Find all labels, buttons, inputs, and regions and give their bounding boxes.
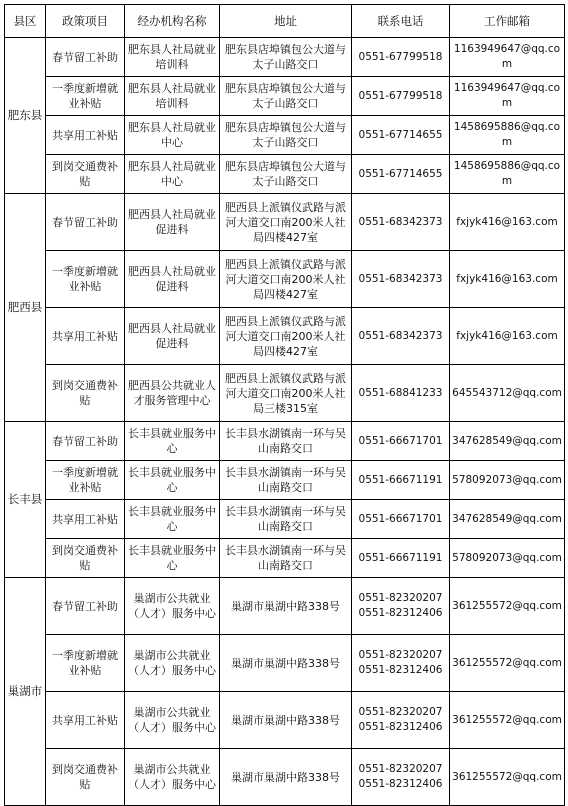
email-cell: fxjyk416@163.com <box>450 194 565 251</box>
address-cell: 巢湖市巢湖中路338号 <box>220 749 352 806</box>
policy-cell: 共享用工补贴 <box>46 308 125 365</box>
policy-cell: 共享用工补贴 <box>46 116 125 155</box>
phone-cell: 0551-82320207 0551-82312406 <box>352 635 450 692</box>
agency-cell: 长丰县就业服务中心 <box>125 500 220 539</box>
email-cell: 1458695886@qq.com <box>450 155 565 194</box>
address-cell: 肥西县上派镇仪武路与派河大道交口南200米人社局四楼427室 <box>220 194 352 251</box>
address-cell: 长丰县水湖镇南一环与吴山南路交口 <box>220 500 352 539</box>
table-body <box>5 38 565 806</box>
policy-cell: 一季度新增就业补贴 <box>46 77 125 116</box>
agency-cell: 肥东县人社局就业培训科 <box>125 38 220 77</box>
phone-cell: 0551-68342373 <box>352 194 450 251</box>
agency-cell: 肥西县公共就业人才服务管理中心 <box>125 365 220 422</box>
phone-cell: 0551-82320207 0551-82312406 <box>352 749 450 806</box>
table-row <box>5 155 565 194</box>
email-cell: 347628549@qq.com <box>450 422 565 461</box>
agency-cell: 巢湖市公共就业（人才）服务中心 <box>125 692 220 749</box>
policy-cell: 春节留工补助 <box>46 578 125 635</box>
table-row <box>5 692 565 749</box>
email-cell: 1163949647@qq.com <box>450 38 565 77</box>
table-row <box>5 194 565 251</box>
policy-cell: 一季度新增就业补贴 <box>46 461 125 500</box>
email-cell: 1458695886@qq.com <box>450 116 565 155</box>
agency-cell: 巢湖市公共就业（人才）服务中心 <box>125 635 220 692</box>
phone-cell: 0551-66671191 <box>352 461 450 500</box>
phone-cell: 0551-66671701 <box>352 500 450 539</box>
address-cell: 巢湖市巢湖中路338号 <box>220 692 352 749</box>
email-cell: 361255572@qq.com <box>450 635 565 692</box>
agency-cell: 肥东县人社局就业中心 <box>125 155 220 194</box>
table-row <box>5 251 565 308</box>
address-cell: 巢湖市巢湖中路338号 <box>220 578 352 635</box>
policy-cell: 共享用工补贴 <box>46 500 125 539</box>
policy-cell: 到岗交通费补贴 <box>46 365 125 422</box>
phone-cell: 0551-66671701 <box>352 422 450 461</box>
agency-cell: 巢湖市公共就业（人才）服务中心 <box>125 749 220 806</box>
county-cell: 巢湖市 <box>5 578 46 806</box>
policy-cell: 共享用工补贴 <box>46 692 125 749</box>
email-cell: 645543712@qq.com <box>450 365 565 422</box>
address-cell: 肥东县店埠镇包公大道与太子山路交口 <box>220 38 352 77</box>
table-row <box>5 422 565 461</box>
policy-cell: 到岗交通费补贴 <box>46 539 125 578</box>
phone-cell: 0551-67714655 <box>352 116 450 155</box>
table-row <box>5 635 565 692</box>
header-email: 工作邮箱 <box>450 5 565 38</box>
address-cell: 肥东县店埠镇包公大道与太子山路交口 <box>220 116 352 155</box>
agency-cell: 长丰县就业服务中心 <box>125 461 220 500</box>
agency-cell: 长丰县就业服务中心 <box>125 539 220 578</box>
email-cell: 361255572@qq.com <box>450 749 565 806</box>
header-address: 地址 <box>220 5 352 38</box>
policy-cell: 春节留工补助 <box>46 38 125 77</box>
header-phone: 联系电话 <box>352 5 450 38</box>
address-cell: 长丰县水湖镇南一环与吴山南路交口 <box>220 422 352 461</box>
policy-cell: 一季度新增就业补贴 <box>46 635 125 692</box>
policy-cell: 春节留工补助 <box>46 194 125 251</box>
policy-cell: 春节留工补助 <box>46 422 125 461</box>
address-cell: 肥东县店埠镇包公大道与太子山路交口 <box>220 77 352 116</box>
table-row <box>5 116 565 155</box>
phone-cell: 0551-68841233 <box>352 365 450 422</box>
phone-cell: 0551-68342373 <box>352 308 450 365</box>
header-policy: 政策项目 <box>46 5 125 38</box>
table-row <box>5 365 565 422</box>
phone-cell: 0551-82320207 0551-82312406 <box>352 692 450 749</box>
header-county: 县区 <box>5 5 46 38</box>
email-cell: 347628549@qq.com <box>450 500 565 539</box>
table-row <box>5 749 565 806</box>
address-cell: 巢湖市巢湖中路338号 <box>220 635 352 692</box>
table-row <box>5 77 565 116</box>
phone-cell: 0551-82320207 0551-82312406 <box>352 578 450 635</box>
policy-cell: 一季度新增就业补贴 <box>46 251 125 308</box>
policy-cell: 到岗交通费补贴 <box>46 155 125 194</box>
table-row <box>5 461 565 500</box>
email-cell: 578092073@qq.com <box>450 461 565 500</box>
address-cell: 肥西县上派镇仪武路与派河大道交口南200米人社局四楼427室 <box>220 308 352 365</box>
address-cell: 肥西县上派镇仪武路与派河大道交口南200米人社局四楼427室 <box>220 251 352 308</box>
email-cell: fxjyk416@163.com <box>450 308 565 365</box>
agency-cell: 肥东县人社局就业培训科 <box>125 77 220 116</box>
agency-cell: 长丰县就业服务中心 <box>125 422 220 461</box>
table-row <box>5 38 565 77</box>
phone-cell: 0551-66671191 <box>352 539 450 578</box>
agency-cell: 巢湖市公共就业（人才）服务中心 <box>125 578 220 635</box>
header-agency: 经办机构名称 <box>125 5 220 38</box>
email-cell: 361255572@qq.com <box>450 692 565 749</box>
table-row <box>5 500 565 539</box>
county-cell: 肥西县 <box>5 194 46 422</box>
table-row <box>5 578 565 635</box>
phone-cell: 0551-67799518 <box>352 77 450 116</box>
table-row <box>5 308 565 365</box>
email-cell: 578092073@qq.com <box>450 539 565 578</box>
email-cell: 361255572@qq.com <box>450 578 565 635</box>
address-cell: 长丰县水湖镇南一环与吴山南路交口 <box>220 461 352 500</box>
address-cell: 长丰县水湖镇南一环与吴山南路交口 <box>220 539 352 578</box>
email-cell: fxjyk416@163.com <box>450 251 565 308</box>
address-cell: 肥西县上派镇仪武路与派河大道交口南200米人社局三楼315室 <box>220 365 352 422</box>
email-cell: 1163949647@qq.com <box>450 77 565 116</box>
policy-contact-table <box>4 4 565 806</box>
phone-cell: 0551-67714655 <box>352 155 450 194</box>
agency-cell: 肥西县人社局就业促进科 <box>125 308 220 365</box>
agency-cell: 肥东县人社局就业中心 <box>125 116 220 155</box>
agency-cell: 肥西县人社局就业促进科 <box>125 194 220 251</box>
header-row <box>5 5 565 38</box>
agency-cell: 肥西县人社局就业促进科 <box>125 251 220 308</box>
county-cell: 长丰县 <box>5 422 46 578</box>
address-cell: 肥东县店埠镇包公大道与太子山路交口 <box>220 155 352 194</box>
phone-cell: 0551-68342373 <box>352 251 450 308</box>
policy-cell: 到岗交通费补贴 <box>46 749 125 806</box>
phone-cell: 0551-67799518 <box>352 38 450 77</box>
table-row <box>5 539 565 578</box>
county-cell: 肥东县 <box>5 38 46 194</box>
